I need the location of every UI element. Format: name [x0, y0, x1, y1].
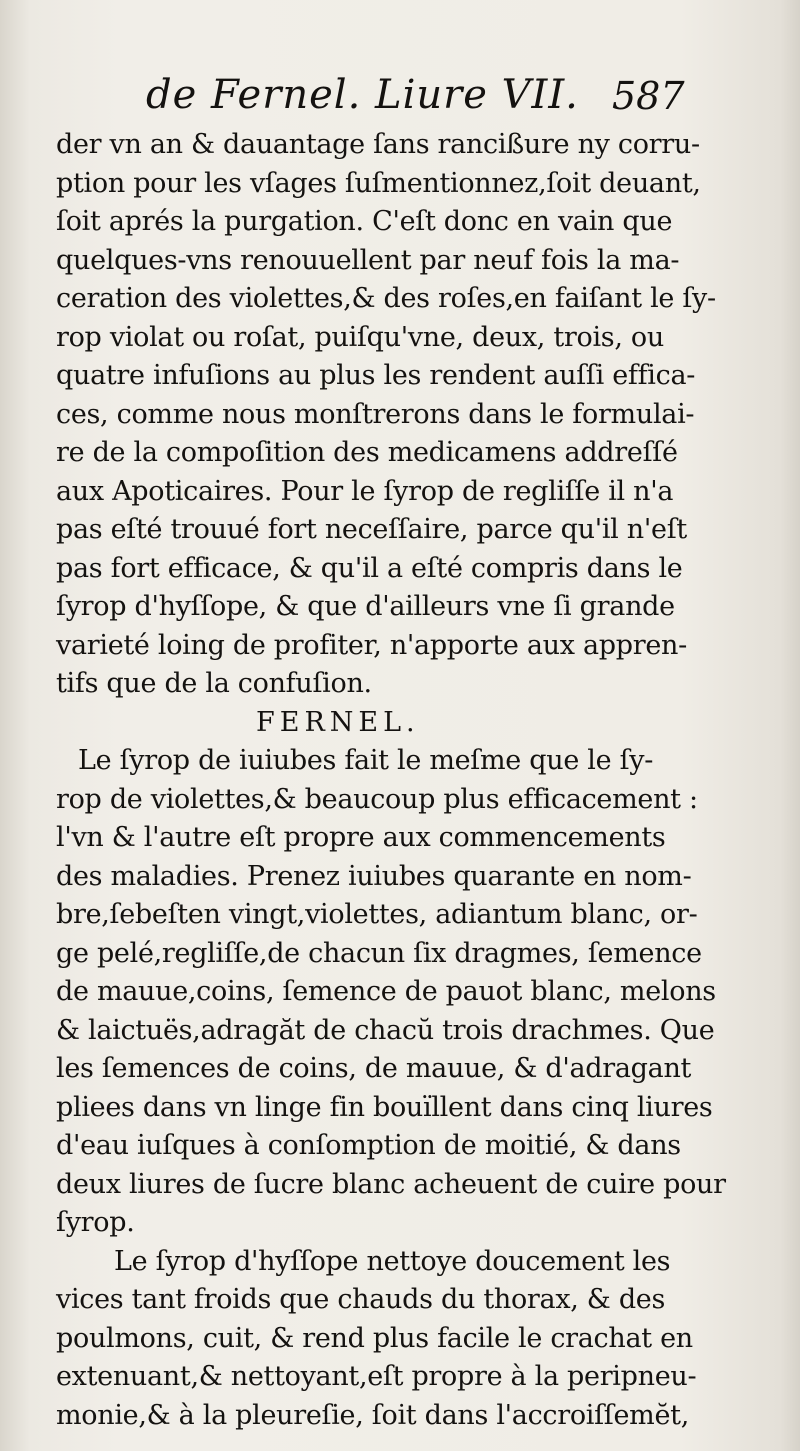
text-line: d'eau iuſques à conſomption de moitié, & dans: [56, 1130, 681, 1161]
page-number: 587: [612, 74, 685, 118]
page-header: [0, 72, 800, 128]
text-line: deux liures de ſucre blanc acheuent de cuire pour: [56, 1168, 726, 1200]
text-line: aux Apoticaires. Pour le ſyrop de regliſſe il n'a: [56, 475, 674, 507]
text-line: bre,ſebeſten vingt,violettes, adiantum blanc, or-: [56, 899, 698, 930]
text-line: ceration des violettes,& des roſes,en faiſant le ſy-: [56, 283, 716, 314]
text-line: pliees dans vn linge fin bouïllent dans cinq liures: [56, 1091, 713, 1123]
text-line: extenuant,& nettoyant,eſt propre à la peripneu-: [56, 1361, 697, 1392]
text-line: rop de violettes,& beaucoup plus efficacement :: [56, 783, 698, 815]
text-line: monie,& à la pleureſie, ſoit dans l'accroiſſemĕt,: [56, 1399, 689, 1431]
text-line: les ſemences de coins, de mauue, & d'adragant: [56, 1053, 692, 1084]
text-line: tifs que de la confuſion.: [56, 668, 372, 699]
text-line: ces, comme nous monſtrerons dans le formulai-: [56, 398, 695, 430]
text-line: l'vn & l'autre eſt propre aux commencements: [56, 822, 666, 853]
text-line: ge pelé,regliſſe,de chacun ſix dragmes, ſemence: [56, 937, 702, 969]
text-line: pas eſté trouué fort neceſſaire, parce qu'il n'eſt: [56, 514, 687, 545]
text-line: de mauue,coins, ſemence de pauot blanc, melons: [56, 976, 716, 1007]
text-line: rop violat ou roſat, puiſqu'vne, deux, trois, ou: [56, 321, 664, 353]
text-line: ſoit aprés la purgation. C'eſt donc en vain que: [56, 206, 673, 237]
text-line: des maladies. Prenez iuiubes quarante en nom-: [56, 860, 692, 892]
text-line: & laictuës,adragăt de chacŭ trois drachmes. Que: [56, 1014, 715, 1046]
text-line: quatre infuſions au plus les rendent auſſi effica-: [56, 360, 696, 391]
text-line: Le ſyrop de iuiubes fait le meſme que le ſy-: [78, 745, 654, 776]
text-line: quelques-vns renouuellent par neuf fois la ma-: [56, 244, 680, 276]
text-line: poulmons, cuit, & rend plus facile le crachat en: [56, 1322, 693, 1354]
running-head: de Fernel. Liure VII.: [146, 72, 579, 118]
text-line: ſyrop d'hyſſope, & que d'ailleurs vne ſi grande: [56, 591, 675, 622]
text-line: der vn an & dauantage ſans rancißure ny corru-: [56, 129, 700, 160]
text-line: pas fort efficace, & qu'il a eſté compris dans le: [56, 552, 683, 584]
section-heading: FERNEL.: [256, 706, 420, 738]
text-line: varieté loing de profiter, n'apporte aux appren-: [56, 629, 687, 661]
body-text: [56, 126, 726, 1435]
text-line: ption pour les vſages ſuſmentionnez,ſoit deuant,: [56, 167, 701, 199]
text-line: ſyrop.: [56, 1207, 135, 1238]
text-line: re de la compoſition des medicamens addreſſé: [56, 437, 678, 468]
text-line: vices tant froids que chauds du thorax, & des: [56, 1284, 666, 1315]
text-line: Le ſyrop d'hyſſope nettoye doucement les: [114, 1245, 671, 1277]
